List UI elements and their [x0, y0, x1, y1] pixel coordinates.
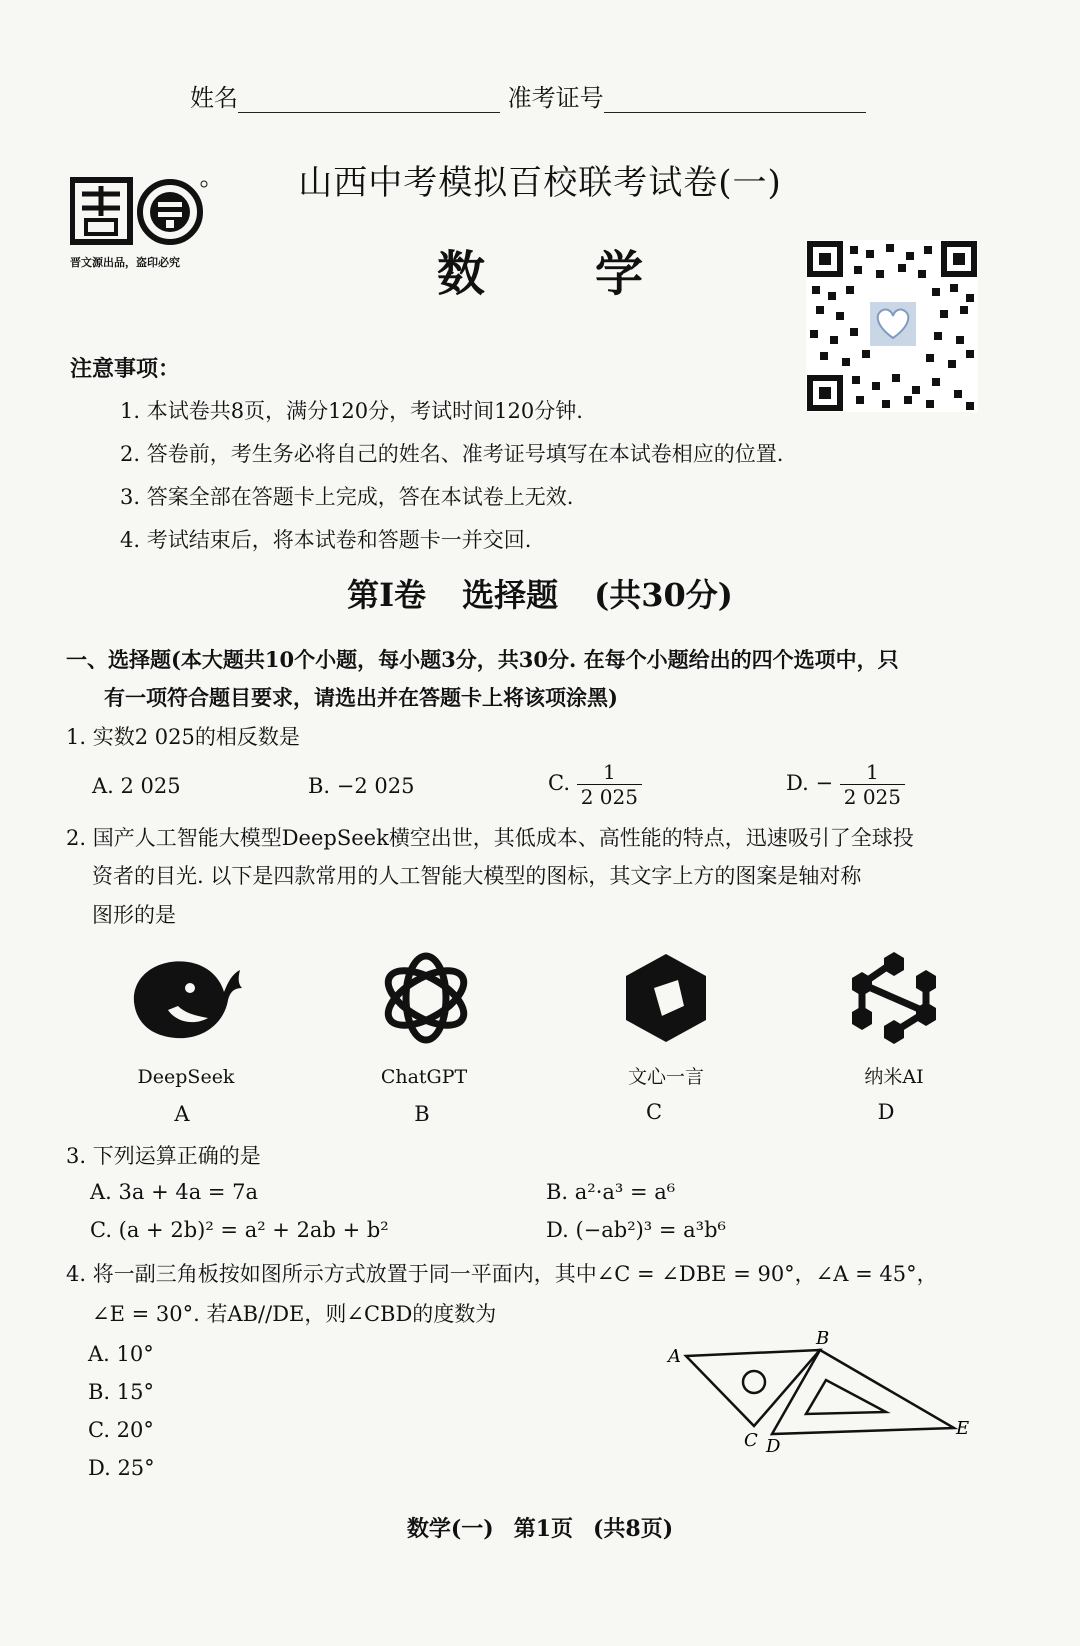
name-blank [238, 112, 500, 113]
q1-option-c [548, 760, 642, 809]
publisher-tagline: 晋文源出品，盗印必究 [70, 256, 180, 269]
point-label-a: A [668, 1346, 681, 1367]
note-item: 1. 本试卷共8页，满分120分，考试时间120分钟. [120, 399, 583, 423]
cube-icon [618, 950, 714, 1046]
q1-option-a: A. 2 025 [92, 774, 181, 798]
fraction-numerator: 1 [840, 760, 905, 785]
fraction-denominator: 2 025 [580, 785, 638, 809]
footer-page: 第1页 [513, 1516, 573, 1542]
name-label: 姓名 [190, 84, 238, 112]
note-item: 2. 答卷前，考生务必将自己的姓名、准考证号填写在本试卷相应的位置. [120, 442, 784, 466]
q1-option-d [786, 760, 905, 809]
q1-stem: 1. 实数2 025的相反数是 [66, 725, 300, 749]
q3-option-a: A. 3a + 4a = 7a [90, 1180, 259, 1204]
q4-option-d: D. 25° [88, 1456, 155, 1480]
q4-triangle-figure [660, 1328, 990, 1458]
point-label-e: E [956, 1418, 970, 1439]
candidate-info-row [190, 78, 866, 113]
page-footer [0, 1512, 1080, 1543]
q1-option-c-fraction [577, 760, 642, 809]
knot-icon [376, 950, 476, 1046]
set-square-45-hole [743, 1371, 765, 1393]
q2-line-3: 图形的是 [92, 903, 176, 927]
q1-option-c-prefix: C. [548, 771, 570, 795]
section-title [0, 570, 1080, 616]
q4-line-2: ∠E = 30°. 若AB//DE，则∠CBD的度数为 [92, 1302, 497, 1326]
set-square-45 [686, 1350, 820, 1426]
note-item: 4. 考试结束后，将本试卷和答题卡一并交回. [120, 528, 532, 552]
point-label-c: C [744, 1430, 758, 1451]
fraction-numerator: 1 [577, 760, 642, 785]
set-square-30 [772, 1350, 954, 1434]
instructions-line-1: 一、选择题(本大题共10个小题，每小题3分，共30分. 在每个小题给出的四个选项中，只 [66, 647, 899, 672]
note-item: 3. 答案全部在答题卡上完成，答在本试卷上无效. [120, 485, 574, 509]
q1-option-b: B. −2 025 [308, 774, 415, 798]
q1-option-d-fraction [840, 760, 905, 809]
q3-option-b: B. a²·a³ = a⁶ [546, 1180, 676, 1204]
whale-icon [128, 952, 246, 1044]
q2-line-2: 资者的目光. 以下是四款常用的人工智能大模型的图标，其文字上方的图案是轴对称 [92, 864, 862, 888]
fraction-denominator: 2 025 [843, 785, 901, 809]
point-label-d: D [766, 1436, 781, 1457]
section-name: 选择题 [462, 576, 559, 614]
logo-option-b: B [414, 1102, 430, 1126]
set-square-30-hole [806, 1380, 886, 1414]
q4-option-c: C. 20° [88, 1418, 154, 1442]
id-blank [604, 112, 866, 113]
subject-char-2: 学 [595, 246, 644, 302]
section-score: (共30分) [594, 576, 733, 614]
logo-option-c: C [645, 1100, 663, 1124]
section-part: 第Ⅰ卷 [347, 576, 427, 614]
instructions-line-2: 有一项符合题目要求，请选出并在答题卡上将该项涂黑) [104, 685, 618, 710]
q2-line-1: 2. 国产人工智能大模型DeepSeek横空出世，其低成本、高性能的特点，迅速吸引了全球投 [66, 826, 914, 850]
id-label: 准考证号 [507, 84, 604, 112]
logo-caption-deepseek: DeepSeek [137, 1066, 235, 1088]
q3-option-c: C. (a + 2b)² = a² + 2ab + b² [90, 1218, 389, 1242]
notes-title: 注意事项： [70, 356, 181, 382]
q3-option-d: D. (−ab²)³ = a³b⁶ [546, 1218, 726, 1242]
logo-option-d: D [877, 1100, 895, 1124]
hexagon-network-icon [848, 950, 940, 1044]
subject-char-1: 数 [436, 246, 485, 302]
exam-title: 山西中考模拟百校联考试卷(一) [298, 163, 782, 203]
logo-caption-wenxin: 文心一言 [627, 1066, 704, 1088]
q1-option-d-prefix: D. − [786, 771, 834, 795]
footer-total: (共8页) [593, 1516, 674, 1542]
footer-subject: 数学(一) [406, 1516, 494, 1542]
q3-stem: 3. 下列运算正确的是 [66, 1144, 261, 1168]
q4-option-a: A. 10° [88, 1342, 154, 1366]
subject-title [0, 235, 1080, 304]
point-label-b: B [816, 1328, 830, 1349]
logo-caption-nami: 纳米AI [864, 1066, 924, 1088]
q4-option-b: B. 15° [88, 1380, 155, 1404]
q4-line-1: 4. 将一副三角板按如图所示方式放置于同一平面内，其中∠C = ∠DBE = 90°，∠A = 45°， [66, 1262, 938, 1286]
logo-option-a: A [174, 1102, 190, 1126]
logo-caption-chatgpt: ChatGPT [380, 1066, 468, 1088]
